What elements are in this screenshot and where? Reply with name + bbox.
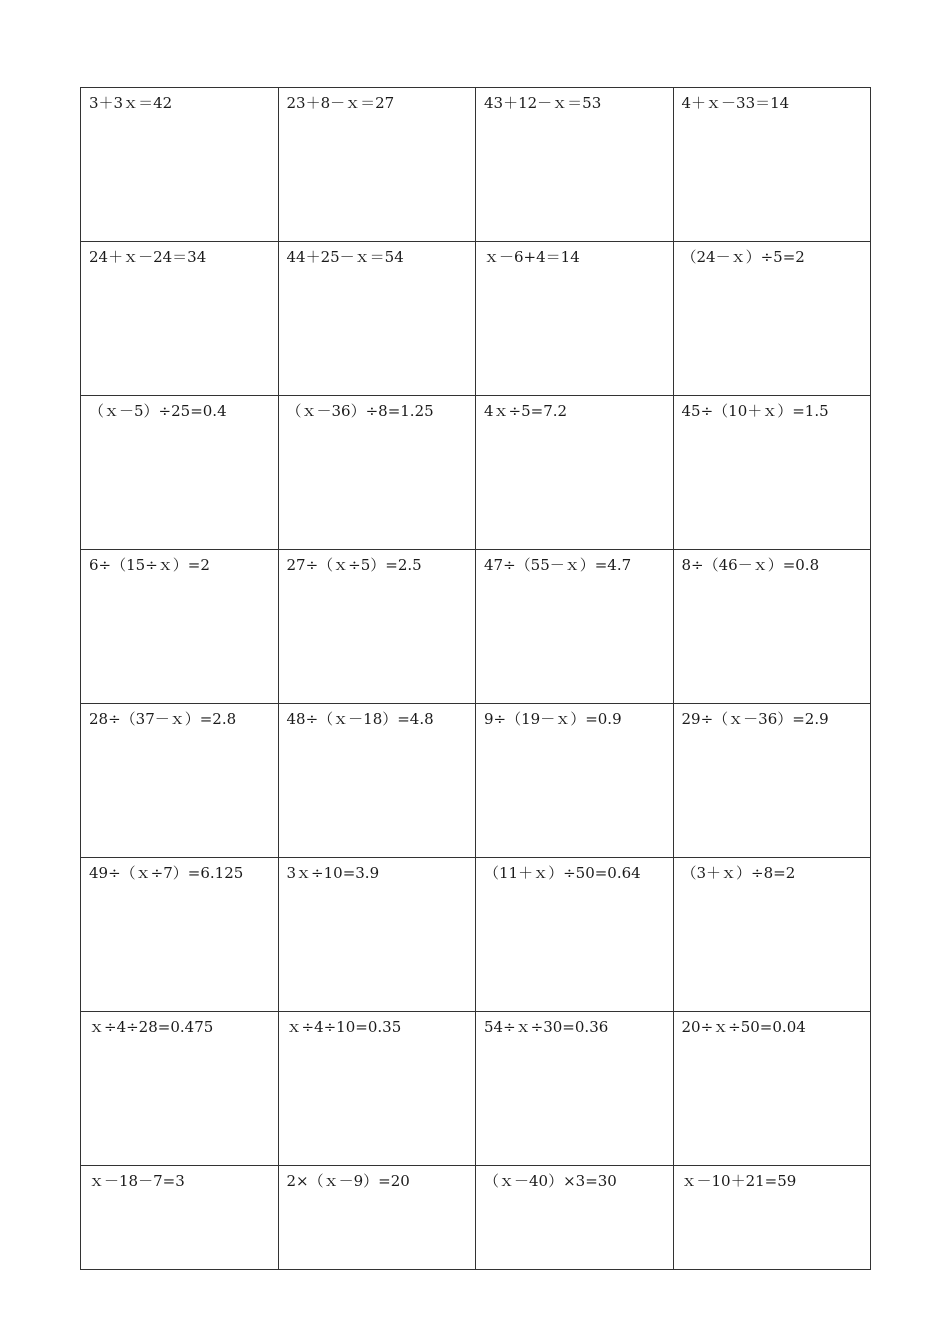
problem-cell: 8÷（46－ｘ）=0.8 <box>673 550 871 704</box>
problem-cell: 4ｘ÷5=7.2 <box>476 396 674 550</box>
problem-cell: 44＋25－ｘ＝54 <box>278 242 476 396</box>
problem-cell: 45÷（10＋ｘ）=1.5 <box>673 396 871 550</box>
problem-cell: 43＋12－ｘ＝53 <box>476 88 674 242</box>
table-row <box>81 396 871 550</box>
problem-cell: 28÷（37－ｘ）=2.8 <box>81 704 279 858</box>
table-row <box>81 550 871 704</box>
table-row <box>81 1166 871 1270</box>
problem-cell: ｘ÷4÷28=0.475 <box>81 1012 279 1166</box>
problem-cell: 23＋8－ｘ＝27 <box>278 88 476 242</box>
problem-cell: ｘ－18－7=3 <box>81 1166 279 1270</box>
problem-cell: ｘ－10＋21=59 <box>673 1166 871 1270</box>
problem-cell: （3＋ｘ）÷8=2 <box>673 858 871 1012</box>
problem-cell: 49÷（ｘ÷7）=6.125 <box>81 858 279 1012</box>
problem-cell: 6÷（15÷ｘ）=2 <box>81 550 279 704</box>
problem-cell: 54÷ｘ÷30=0.36 <box>476 1012 674 1166</box>
table-row <box>81 88 871 242</box>
problem-cell: 20÷ｘ÷50=0.04 <box>673 1012 871 1166</box>
problem-cell: 9÷（19－ｘ）=0.9 <box>476 704 674 858</box>
problem-cell: 3ｘ÷10=3.9 <box>278 858 476 1012</box>
problem-cell: 3＋3ｘ＝42 <box>81 88 279 242</box>
table-row <box>81 704 871 858</box>
problem-cell: 48÷（ｘ－18）=4.8 <box>278 704 476 858</box>
problem-cell: （ｘ－5）÷25=0.4 <box>81 396 279 550</box>
problem-cell: （11＋ｘ）÷50=0.64 <box>476 858 674 1012</box>
problem-cell: 24＋ｘ－24＝34 <box>81 242 279 396</box>
equation-worksheet-table <box>80 87 871 1270</box>
problem-cell: 27÷（ｘ÷5）=2.5 <box>278 550 476 704</box>
problem-cell: 2×（ｘ－9）=20 <box>278 1166 476 1270</box>
problem-cell: 47÷（55－ｘ）=4.7 <box>476 550 674 704</box>
problem-cell: ｘ÷4÷10=0.35 <box>278 1012 476 1166</box>
problem-cell: （24－ｘ）÷5=2 <box>673 242 871 396</box>
problem-cell: ｘ－6+4＝14 <box>476 242 674 396</box>
problem-cell: 4＋ｘ－33＝14 <box>673 88 871 242</box>
table-row <box>81 1012 871 1166</box>
problem-cell: （ｘ－40）×3=30 <box>476 1166 674 1270</box>
table-row <box>81 242 871 396</box>
table-row <box>81 858 871 1012</box>
problem-cell: 29÷（ｘ－36）=2.9 <box>673 704 871 858</box>
problem-cell: （ｘ－36）÷8=1.25 <box>278 396 476 550</box>
